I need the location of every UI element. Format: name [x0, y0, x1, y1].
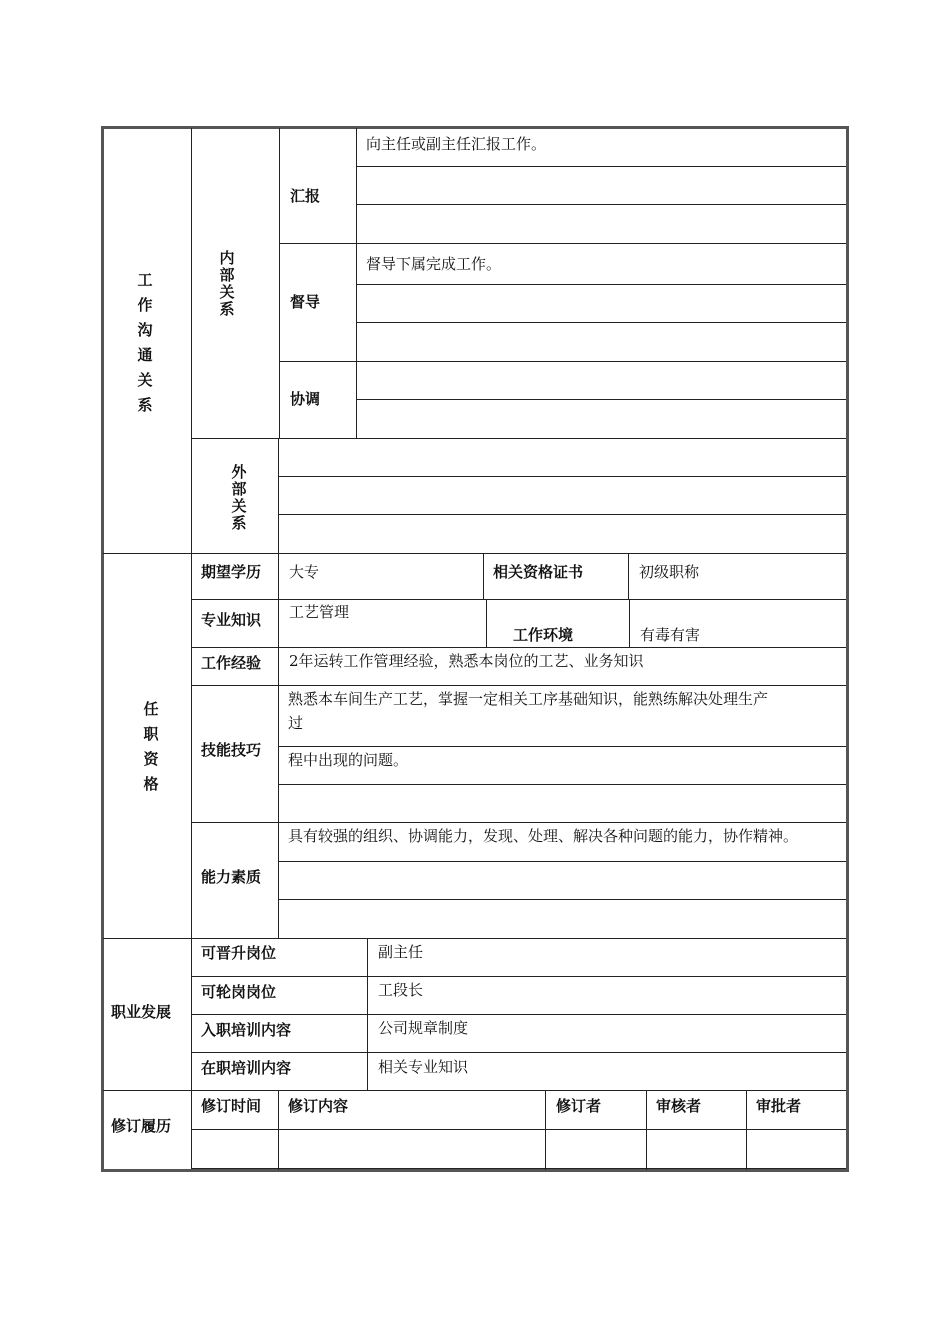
revision-header-reviser: 修订者: [556, 1097, 602, 1115]
grid-line: [278, 746, 846, 747]
skills-line1: 熟悉本车间生产工艺，掌握一定相关工序基础知识，能熟练解决处理生产: [288, 690, 769, 708]
communication-section-label: 工 作 沟 通 关 系: [137, 271, 153, 414]
revision-header-date: 修订时间: [201, 1097, 262, 1115]
grid-line: [356, 322, 846, 323]
grid-line: [356, 284, 846, 285]
grid-line: [103, 938, 846, 939]
grid-line: [356, 166, 846, 167]
job-description-table: [101, 126, 849, 1172]
supervise-text: 督导下属完成工作。: [366, 255, 502, 273]
grid-line: [628, 553, 629, 599]
grid-line: [279, 243, 846, 244]
grid-line: [191, 1129, 846, 1130]
grid-line: [191, 599, 846, 600]
education-value: 大专: [289, 563, 320, 581]
skills-line1b: 过: [288, 714, 304, 732]
experience-label: 工作经验: [201, 654, 262, 672]
grid-line: [278, 476, 846, 477]
ability-value: 具有较强的组织、协调能力，发现、处理、解决各种问题的能力，协作精神。: [288, 827, 799, 845]
grid-line: [545, 1090, 546, 1170]
grid-line: [191, 438, 846, 439]
grid-line: [486, 599, 487, 647]
career-section-label: 职业发展: [111, 1003, 172, 1021]
promotion-value: 副主任: [378, 943, 424, 961]
environment-label: 工作环境: [513, 626, 574, 644]
knowledge-value: 工艺管理: [289, 603, 350, 621]
grid-line: [278, 438, 279, 938]
revision-header-content: 修订内容: [288, 1097, 349, 1115]
report-text: 向主任或副主任汇报工作。: [366, 135, 547, 153]
grid-line: [191, 822, 846, 823]
coordinate-label: 协调: [290, 390, 321, 408]
grid-line: [646, 1090, 647, 1170]
rotation-label: 可轮岗岗位: [201, 983, 277, 1001]
grid-line: [103, 1090, 846, 1091]
grid-line: [278, 861, 846, 862]
qualifications-section-label: 任 职 资 格: [143, 700, 159, 793]
grid-line: [191, 976, 846, 977]
skills-label: 技能技巧: [201, 741, 262, 759]
grid-line: [103, 553, 846, 554]
grid-line: [191, 685, 846, 686]
grid-line: [279, 361, 846, 362]
certificate-label: 相关资格证书: [493, 563, 584, 581]
grid-line: [191, 1052, 846, 1053]
internal-relations-label: 内 部 关 系: [219, 249, 235, 318]
supervise-label: 督导: [290, 293, 321, 311]
certificate-value: 初级职称: [639, 563, 700, 581]
grid-line: [356, 204, 846, 205]
grid-line: [746, 1090, 747, 1170]
report-label: 汇报: [290, 187, 321, 205]
grid-line: [278, 1090, 279, 1170]
education-label: 期望学历: [201, 563, 262, 581]
grid-line: [629, 599, 630, 647]
grid-line: [191, 1014, 846, 1015]
grid-line: [278, 899, 846, 900]
grid-line: [191, 647, 846, 648]
revision-section-label: 修订履历: [111, 1117, 172, 1135]
grid-line: [483, 553, 484, 599]
onjob-value: 相关专业知识: [378, 1058, 469, 1076]
external-relations-label: 外 部 关 系: [231, 463, 247, 532]
grid-line: [278, 784, 846, 785]
grid-line: [191, 128, 192, 1168]
grid-line: [356, 399, 846, 400]
rotation-value: 工段长: [378, 981, 424, 999]
grid-line: [278, 514, 846, 515]
experience-value: 2年运转工作管理经验，熟悉本岗位的工艺、业务知识: [289, 652, 644, 670]
onjob-label: 在职培训内容: [201, 1059, 292, 1077]
induction-value: 公司规章制度: [378, 1019, 469, 1037]
skills-line2: 程中出现的问题。: [288, 751, 409, 769]
revision-header-approver: 审批者: [756, 1097, 802, 1115]
ability-label: 能力素质: [201, 868, 262, 886]
revision-header-reviewer: 审核者: [656, 1097, 702, 1115]
induction-label: 入职培训内容: [201, 1021, 292, 1039]
grid-line: [279, 128, 280, 438]
knowledge-label: 专业知识: [201, 611, 262, 629]
grid-line: [356, 128, 357, 438]
promotion-label: 可晋升岗位: [201, 944, 277, 962]
grid-line: [191, 1168, 846, 1169]
environment-value: 有毒有害: [640, 626, 701, 644]
